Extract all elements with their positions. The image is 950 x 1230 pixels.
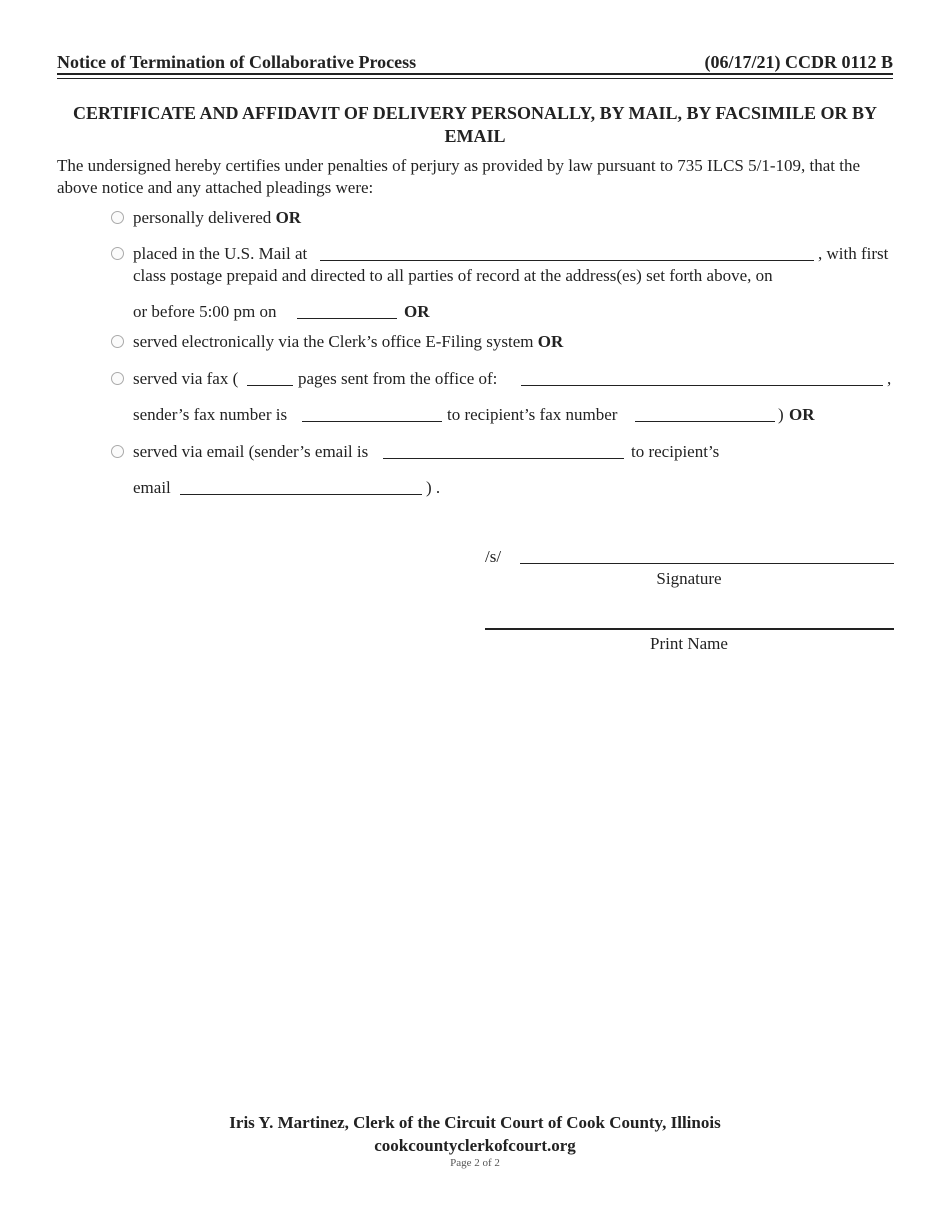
fax-pages-field[interactable] [247, 385, 293, 386]
fax-sender-number-field[interactable] [302, 421, 442, 422]
email-close: ) . [426, 478, 441, 497]
fax-comma: , [887, 369, 892, 388]
efiling-radio[interactable] [111, 335, 124, 348]
certificate-intro: The undersigned hereby certifies under penalties of perjury as provided by law pursuant to 735 ILCS 5/1-109, that the above notice and any attached pleadings were: [57, 156, 861, 197]
email-recipient-prefix: email [133, 478, 171, 497]
or-label: OR [537, 332, 564, 351]
signature-label: Signature [656, 569, 722, 588]
fax-radio[interactable] [111, 372, 124, 385]
email-recipient-label: to recipient’s [631, 442, 720, 461]
print-name-field[interactable] [485, 628, 894, 630]
or-label: OR [275, 208, 302, 227]
clerk-name: Iris Y. Martinez, Clerk of the Circuit Court of Cook County, Illinois [229, 1113, 721, 1132]
email-sender-label: served via email (sender’s email is [133, 442, 369, 461]
mail-postage-text: class postage prepaid and directed to all parties of record at the address(es) set forth above, on [133, 266, 773, 285]
clerk-website: cookcountyclerkofcourt.org [374, 1136, 576, 1155]
signature-prefix: /s/ [485, 547, 502, 566]
personal-delivery-radio[interactable] [111, 211, 124, 224]
fax-sender-label: sender’s fax number is [133, 405, 288, 424]
email-recipient-field[interactable] [180, 494, 422, 495]
fax-recipient-label: to recipient’s fax number [447, 405, 618, 424]
page-number: Page 2 of 2 [450, 1157, 500, 1169]
mail-delivery-radio[interactable] [111, 247, 124, 260]
fax-prefix: served via fax ( [133, 369, 239, 388]
mail-address-prefix: placed in the U.S. Mail at [133, 244, 308, 263]
signature-field[interactable] [520, 563, 894, 564]
form-title: Notice of Termination of Collaborative Process [57, 52, 417, 72]
fax-recipient-number-field[interactable] [635, 421, 775, 422]
header-rule-thin [57, 78, 893, 79]
mail-address-field[interactable] [320, 260, 814, 261]
fax-office-field[interactable] [521, 385, 883, 386]
certificate-title: CERTIFICATE AND AFFIDAVIT OF DELIVERY PERSONALLY, BY MAIL, BY FACSIMILE OR BY EMAIL [72, 103, 878, 146]
personal-delivery-option [133, 207, 301, 229]
header-rule [57, 73, 893, 75]
fax-office-label: pages sent from the office of: [298, 369, 498, 388]
form-code: (06/17/21) CCDR 0112 B [704, 52, 893, 72]
efiling-label: served electronically via the Clerk’s office E-Filing system [133, 332, 534, 351]
mail-address-suffix: , with first [818, 244, 889, 263]
mail-date-field[interactable] [297, 318, 397, 319]
or-label: OR [789, 405, 815, 424]
email-sender-field[interactable] [383, 458, 624, 459]
efiling-option [133, 331, 563, 353]
email-radio[interactable] [111, 445, 124, 458]
fax-close-paren: ) [778, 405, 784, 424]
or-label: OR [404, 302, 430, 321]
print-name-label: Print Name [650, 634, 728, 653]
mail-date-prefix: or before 5:00 pm on [133, 302, 277, 321]
personal-delivery-label: personally delivered [133, 208, 272, 227]
